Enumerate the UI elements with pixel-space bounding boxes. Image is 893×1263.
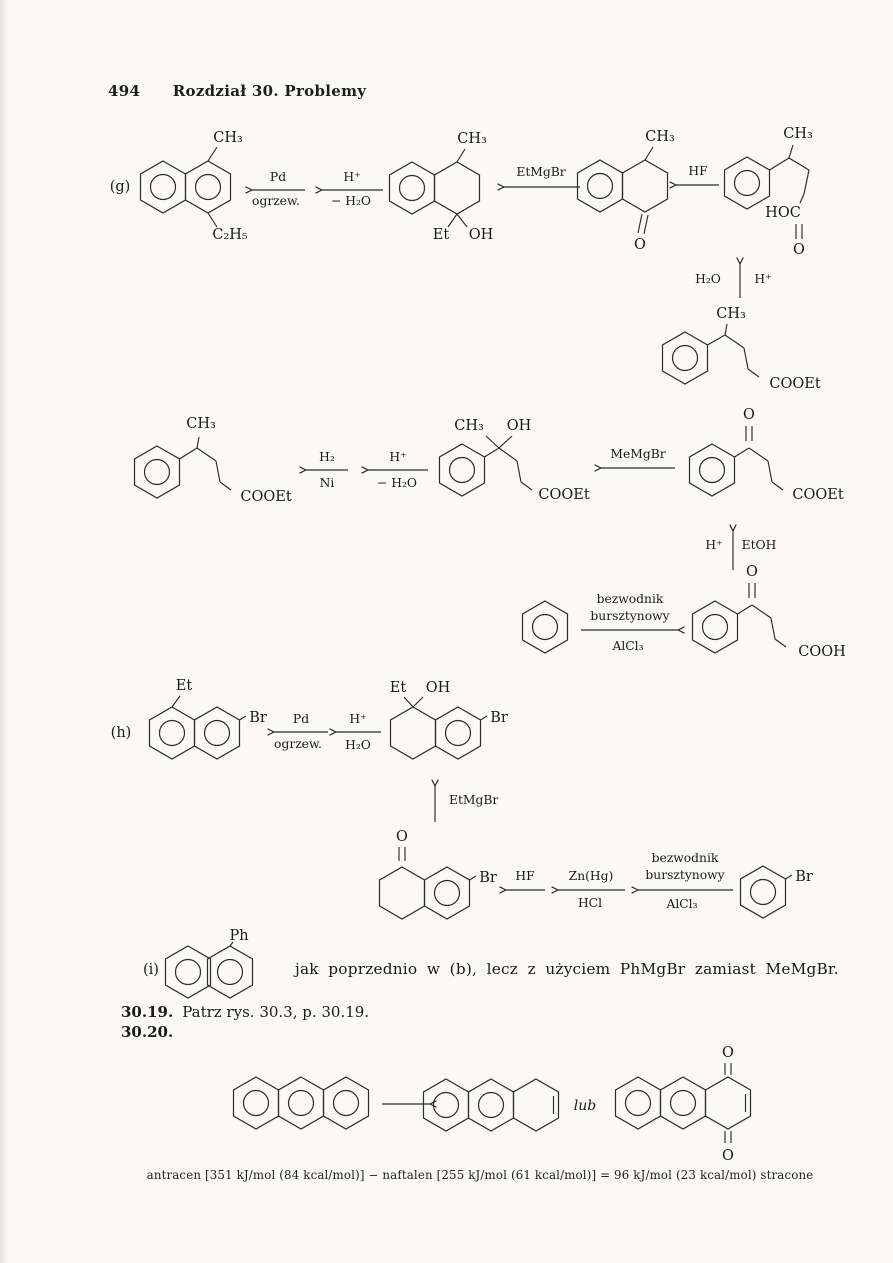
structure-methyl-carbinol-ester	[440, 418, 590, 503]
reagent-label: HF	[515, 869, 535, 883]
arrow-pd-heat	[274, 712, 328, 751]
reagent-label: − H₂O	[331, 194, 371, 208]
arrow-hf	[506, 869, 545, 890]
substituent-label: CH₃	[213, 130, 243, 146]
reagent-label: H⁺	[343, 170, 361, 184]
structure-phenylpentanoate-ester	[135, 416, 292, 505]
aromatic-ring	[324, 1077, 369, 1129]
substituent-label: Br	[795, 869, 813, 885]
oxygen-label: O	[793, 242, 805, 258]
structure-bromo-tetralone	[380, 829, 497, 919]
scheme-middle	[135, 407, 846, 660]
aromatic-ring	[208, 946, 253, 998]
substituent-label: CH₃	[716, 306, 746, 322]
reagent-label: H⁺	[349, 712, 367, 726]
structure-anthracene	[234, 1077, 369, 1129]
aromatic-ring	[424, 1079, 469, 1131]
substituent-label: Et	[389, 680, 407, 696]
reagent-label: bursztynowy	[645, 868, 725, 882]
arrow-esterification-up	[705, 531, 776, 570]
structure-ketoester	[690, 407, 844, 503]
problem-30-20	[121, 1023, 182, 1041]
substituent-label: Br	[490, 710, 508, 726]
arrow-acid-dehydration	[336, 712, 381, 752]
reagent-label: EtOH	[741, 538, 777, 552]
scheme-3020	[234, 1045, 751, 1164]
energy-caption: antracen [351 kJ/mol (84 kcal/mol)] − naftalen [255 kJ/mol (61 kcal/mol)] = 96 kJ/mol (23 kcal/mol) stracone	[146, 1168, 814, 1182]
structure-dihydroanthracene	[424, 1079, 559, 1131]
structure-phenylpentanoate-ester	[663, 306, 821, 392]
aromatic-ring	[741, 866, 786, 918]
scheme-g-label: (g)	[109, 179, 131, 195]
oxygen-label: O	[743, 407, 755, 423]
aromatic-ring	[616, 1077, 661, 1129]
scheme-h-label: (h)	[110, 725, 132, 741]
substituent-label: OH	[425, 680, 451, 696]
benzene-ring	[523, 601, 568, 653]
aromatic-ring	[690, 444, 735, 496]
problem-30-19	[121, 1003, 369, 1021]
substituent-label: CH₃	[454, 418, 484, 434]
reagent-label: − H₂O	[377, 476, 417, 490]
saturated-ring	[380, 867, 425, 919]
aromatic-ring	[150, 707, 195, 759]
substituent-label: CH₃	[186, 416, 216, 432]
scheme-g	[110, 126, 821, 392]
substituent-label: CH₃	[783, 126, 813, 142]
oxygen-label: O	[722, 1148, 734, 1164]
reagent-label: H₂	[319, 450, 335, 464]
aromatic-ring	[440, 444, 485, 496]
arrow-acid-dehydration	[322, 170, 383, 208]
reagent-label: Pd	[292, 712, 310, 726]
oxygen-label: O	[722, 1045, 734, 1061]
reagent-label: AlCl₃	[666, 897, 698, 911]
structure-bromobenzene	[741, 866, 813, 918]
arrow-pd-heat	[252, 170, 305, 208]
oxygen-label: O	[746, 564, 758, 580]
reagent-label: bursztynowy	[590, 609, 670, 623]
aromatic-ring	[725, 157, 770, 209]
substituent-label: Et	[432, 227, 450, 243]
reagent-label: Pd	[269, 170, 287, 184]
arrow-succinic-anhydride	[581, 592, 678, 653]
aromatic-ring	[279, 1077, 324, 1129]
chapter-title: Rozdział 30. Problemy	[172, 82, 367, 100]
aromatic-ring	[166, 946, 211, 998]
arrow-succinic-anhydride	[638, 851, 733, 911]
group-label: COOEt	[240, 489, 292, 505]
aromatic-ring	[234, 1077, 279, 1129]
substituent-label: CH₃	[457, 131, 487, 147]
substituent-label: Ph	[229, 928, 249, 944]
aromatic-ring	[425, 867, 470, 919]
structure-ethyl-bromo-naphthalene	[150, 678, 267, 759]
reagent-label: H⁺	[754, 272, 772, 286]
aromatic-ring	[661, 1077, 706, 1129]
scheme-h	[111, 678, 813, 919]
reagent-label: MeMgBr	[610, 447, 666, 461]
reagent-label: EtMgBr	[449, 793, 499, 807]
arrow-acid-dehydration	[368, 450, 428, 490]
structure-phenyl-naphthalene	[166, 928, 253, 998]
or-label: lub	[573, 1098, 597, 1114]
reagent-label: bezwodnik	[651, 851, 719, 865]
oxygen-label: O	[396, 829, 408, 845]
reagent-label: Zn(Hg)	[568, 869, 614, 883]
arrow-hf	[676, 164, 719, 185]
page-number: 494	[108, 82, 141, 100]
substituent-label: OH	[506, 418, 532, 434]
reagent-label: Ni	[319, 476, 335, 490]
scheme-i	[143, 928, 839, 998]
structure-ethyl-bromo-tetralinol	[390, 680, 508, 759]
saturated-ring	[391, 707, 436, 759]
reagent-label: H⁺	[389, 450, 407, 464]
scheme-i-note: jak poprzednio w (b), lecz z użyciem PhMgBr zamiast MeMgBr.	[295, 960, 839, 978]
saturated-ring	[514, 1079, 559, 1131]
saturated-ring	[623, 160, 668, 212]
aromatic-ring	[663, 332, 708, 384]
reagent-label: ogrzew.	[274, 737, 322, 751]
problem-number: 30.19.	[121, 1003, 174, 1021]
aromatic-ring	[578, 160, 623, 212]
reagent-label: HF	[688, 164, 708, 178]
saturated-ring	[435, 162, 480, 214]
aromatic-ring	[693, 601, 738, 653]
arrow-etmgbr	[504, 165, 580, 187]
structure-anthracenedione	[616, 1045, 751, 1164]
group-label: HOC	[765, 205, 801, 221]
aromatic-ring	[469, 1079, 514, 1131]
structure-methyl-ethyl-tetralinol	[390, 131, 494, 243]
structure-ketoacid	[693, 564, 846, 660]
reagent-label: HCl	[577, 896, 603, 910]
aromatic-ring	[195, 707, 240, 759]
arrow-etmgbr-up	[435, 786, 498, 822]
oxygen-label: O	[634, 237, 646, 253]
structure-methyl-ethyl-naphthalene	[141, 130, 248, 243]
group-label: COOEt	[792, 487, 844, 503]
substituent-label: OH	[468, 227, 494, 243]
substituent-label: Et	[175, 678, 193, 694]
arrow-hydrolysis-up	[695, 264, 771, 298]
arrow-h2-ni	[306, 450, 348, 490]
structure-phenylpentanoic-acid	[725, 126, 813, 258]
group-label: COOEt	[769, 376, 821, 392]
group-label: COOH	[798, 644, 846, 660]
aromatic-ring	[436, 707, 481, 759]
arrow-memgbr	[601, 447, 675, 468]
reagent-label: H⁺	[705, 538, 723, 552]
arrow-zn-hg-hcl	[558, 869, 625, 910]
substituent-label: CH₃	[645, 129, 675, 145]
substituent-label: C₂H₅	[212, 227, 248, 243]
aromatic-ring	[186, 161, 231, 213]
scheme-i-label: (i)	[143, 962, 159, 978]
aromatic-ring	[141, 161, 186, 213]
reagent-label: ogrzew.	[252, 194, 300, 208]
aromatic-ring	[135, 446, 180, 498]
substituent-label: Br	[249, 710, 267, 726]
structure-methyl-tetralone	[578, 129, 675, 253]
aromatic-ring	[390, 162, 435, 214]
reagent-label: H₂O	[695, 272, 721, 286]
group-label: COOEt	[538, 487, 590, 503]
reagent-label: AlCl₃	[612, 639, 644, 653]
substituent-label: Br	[479, 870, 497, 886]
problem-number: 30.20.	[121, 1023, 174, 1041]
reagent-label: EtMgBr	[516, 165, 566, 179]
reagent-label: H₂O	[345, 738, 371, 752]
reagent-label: bezwodnik	[596, 592, 664, 606]
quinone-ring	[706, 1077, 751, 1129]
problem-text: Patrz rys. 30.3, p. 30.19.	[182, 1003, 370, 1021]
